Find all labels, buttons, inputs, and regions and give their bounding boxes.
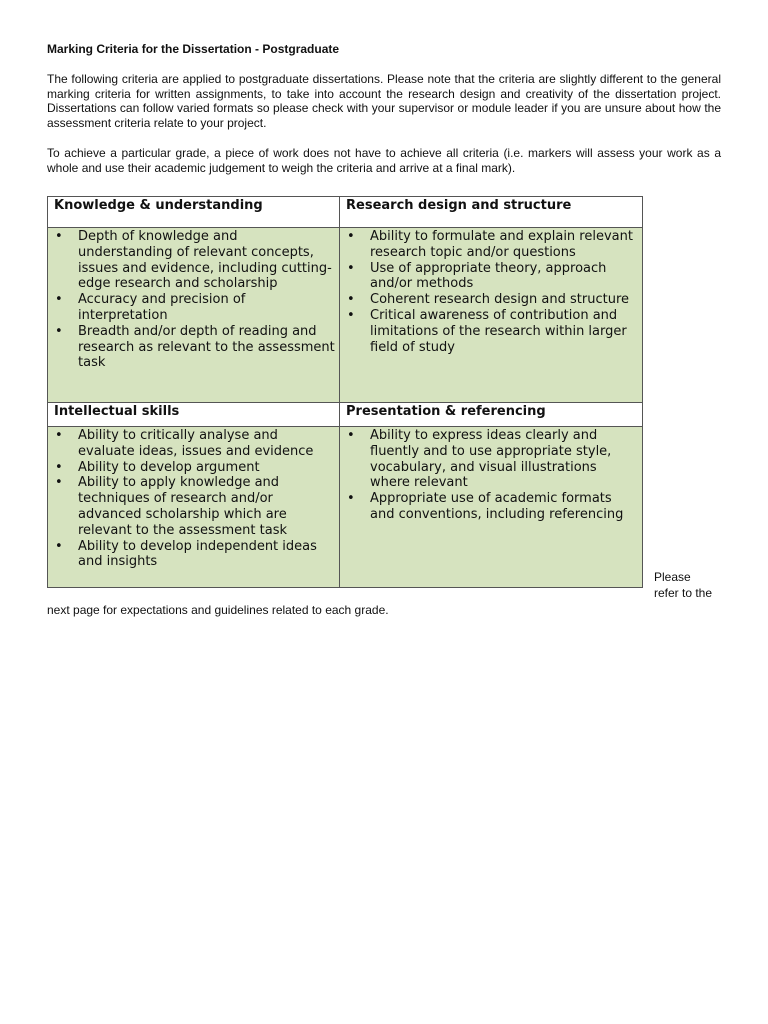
research-design-list xyxy=(340,228,642,355)
page-title: Marking Criteria for the Dissertation - Postgraduate xyxy=(47,42,340,56)
list-item: • Ability to formulate and explain relevant research topic and/or questions xyxy=(346,229,638,261)
table-header-cell xyxy=(340,403,643,427)
list-item: • Accuracy and precision of interpretation xyxy=(54,292,335,324)
list-item: • Depth of knowledge and understanding of relevant concepts, issues and evidence, including cutting-edge research and scholarship xyxy=(54,229,335,292)
knowledge-list xyxy=(48,228,339,371)
list-item: • Ability to express ideas clearly and fluently and to use appropriate style, vocabulary, and visual illustrations where relevant xyxy=(346,428,638,491)
table-header-cell xyxy=(48,197,340,228)
list-item: • Ability to apply knowledge and techniques of research and/or advanced scholarship which are relevant to the assessment task xyxy=(54,475,335,538)
research-design-heading: Research design and structure xyxy=(346,198,572,213)
side-note-line: Please xyxy=(654,570,691,584)
list-item: • Ability to develop independent ideas and insights xyxy=(54,539,335,571)
table-header-cell xyxy=(48,403,340,427)
knowledge-heading: Knowledge & understanding xyxy=(54,198,263,213)
table-row xyxy=(48,427,643,588)
list-item: • Breadth and/or depth of reading and research as relevant to the assessment task xyxy=(54,324,335,371)
criteria-table xyxy=(47,196,643,588)
list-item: • Ability to critically analyse and evaluate ideas, issues and evidence xyxy=(54,428,335,460)
list-item: • Ability to develop argument xyxy=(54,460,335,476)
table-header-row xyxy=(48,197,643,228)
next-page-note: next page for expectations and guidelines related to each grade. xyxy=(47,603,389,617)
table-header-cell xyxy=(340,197,643,228)
intro-paragraph: The following criteria are applied to postgraduate dissertations. Please note that the criteria are slightly different to the general marking criteria for written assignments, to take into account the research design and creativity of the dissertation project. Dissertations can follow varied formats so please check with your supervisor or module leader if you are unsure about how the assessment criteria relate to your project. xyxy=(47,72,721,130)
presentation-heading: Presentation & referencing xyxy=(346,404,546,419)
table-header-row xyxy=(48,403,643,427)
presentation-list xyxy=(340,427,642,523)
list-item: • Coherent research design and structure xyxy=(346,292,638,308)
grade-note-paragraph: To achieve a particular grade, a piece of work does not have to achieve all criteria (i.e. markers will assess your work as a whole and use their academic judgement to weigh the criteria and arrive at a final mark). xyxy=(47,146,721,175)
intellectual-skills-list xyxy=(48,427,339,570)
list-item: • Critical awareness of contribution and limitations of the research within larger field of study xyxy=(346,308,638,355)
knowledge-cell xyxy=(48,228,340,403)
side-note xyxy=(654,569,734,601)
presentation-cell xyxy=(340,427,643,588)
intellectual-skills-cell xyxy=(48,427,340,588)
table-row xyxy=(48,228,643,403)
list-item: • Appropriate use of academic formats and conventions, including referencing xyxy=(346,491,638,523)
research-design-cell xyxy=(340,228,643,403)
intellectual-skills-heading: Intellectual skills xyxy=(54,404,180,419)
list-item: • Use of appropriate theory, approach and/or methods xyxy=(346,261,638,293)
side-note-line: refer to the xyxy=(654,586,713,600)
